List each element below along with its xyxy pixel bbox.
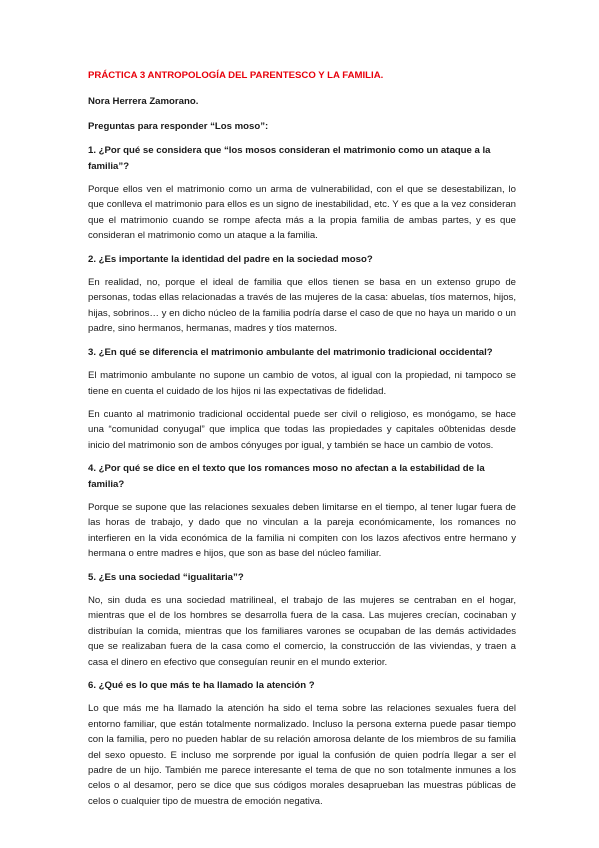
answer-paragraph: Lo que más me ha llamado la atención ha sido el tema sobre las relaciones sexuales fuera del entorno familiar, que están totalmente normalizado. Incluso la persona externa puede pasar tiempo con la familia, pero no pueden hablar de su relación amorosa delante de los miembros de su familia del sexo opuesto. E incluso me sorprende por igual la confusión de quien podría llegar a ser el padre de un hijo. También me parece interesante el tema de que no son totalmente inmunes a los celos o al desamor, pero se dice que sus códigos morales desaprueban las muestras públicas de celos o cualquier tipo de muestra de emoción negativa. bbox=[88, 703, 516, 807]
section-2 bbox=[88, 252, 516, 337]
answer-paragraph: Porque se supone que las relaciones sexuales deben limitarse en el tiempo, al tener lugar fuera de las horas de trabajo, y dado que no vinculan a la pareja económicamente, los romances no interfieren en la vida económica de la familia ni compiten con los lazos afectivos entre hermano y hermana o entre madres e hijos, que son as base del núcleo familiar. bbox=[88, 501, 516, 560]
section-1 bbox=[88, 143, 516, 243]
intro-heading: Preguntas para responder “Los moso”: bbox=[88, 120, 269, 132]
answer-paragraph: El matrimonio ambulante no supone un cambio de votos, al igual con la propiedad, ni tampoco se tiene en cuenta el cuidado de los hijos ni las expectativas de fidelidad. bbox=[88, 370, 516, 397]
answer-paragraph: En cuanto al matrimonio tradicional occidental puede ser civil o religioso, es monógamo, se hace una “comunidad conyugal” que implica que todas las propiedades y capitales o0btenidas desde inicio del matrimonio son de ambos cónyuges por igual, y también se hace un cambio de votos. bbox=[88, 408, 516, 451]
author-name: Nora Herrera Zamorano. bbox=[88, 96, 199, 108]
answer-paragraph: No, sin duda es una sociedad matrilineal, el trabajo de las mujeres se centraban en el hogar, mientras que el de los hombres se desarrolla fuera de la casa. Las mujeres crecían, cocinaban y distribuían la comida, mientras que los familiares varones se ocupaban de las demás actividades que se realizaban fuera de la casa como el comercio, la construcción de las viviendas, y traen a casa el dinero en efectivo que conseguían reunir en el mundo exterior. bbox=[88, 594, 516, 668]
question-heading: 2. ¿Es importante la identidad del padre en la sociedad moso? bbox=[88, 253, 373, 265]
question-heading: 3. ¿En qué se diferencia el matrimonio ambulante del matrimonio tradicional occidental? bbox=[88, 346, 493, 358]
question-heading: 1. ¿Por qué se considera que “los mosos consideran el matrimonio como un ataque a la familia”? bbox=[88, 145, 491, 172]
section-4 bbox=[88, 461, 516, 561]
document-title: PRÁCTICA 3 ANTROPOLOGÍA DEL PARENTESCO Y LA FAMILIA. bbox=[88, 70, 384, 81]
section-5 bbox=[88, 570, 516, 670]
document-page bbox=[88, 68, 516, 817]
answer-paragraph: En realidad, no, porque el ideal de familia que ellos tienen se basa en un extenso grupo de personas, todas ellas relacionadas a través de las mujeres de la casa: abuelas, tíos maternos, hijos, hijas, sobrinos… y en dicho núcleo de la familia podría darse el caso de que no haya un marido o un padre, sino hermanos, hermanas, madres y tíos maternos. bbox=[88, 277, 516, 335]
section-3 bbox=[88, 345, 516, 453]
section-6 bbox=[88, 678, 516, 809]
question-heading: 6. ¿Qué es lo que más te ha llamado la atención ? bbox=[88, 680, 315, 691]
question-heading: 5. ¿Es una sociedad “igualitaria”? bbox=[88, 571, 244, 583]
question-heading: 4. ¿Por qué se dice en el texto que los romances moso no afectan a la estabilidad de la familia? bbox=[88, 463, 485, 490]
answer-paragraph: Porque ellos ven el matrimonio como un arma de vulnerabilidad, con el que se desestabilizan, lo que conlleva el matrimonio para ellos es un signo de inestabilidad, etc. Y es que a la vez consideran que el matrimonio cuando se rompe afecta más a la propia familia de ambas partes, y es que consideran el matrimonio como un ataque a la familia. bbox=[88, 184, 516, 242]
